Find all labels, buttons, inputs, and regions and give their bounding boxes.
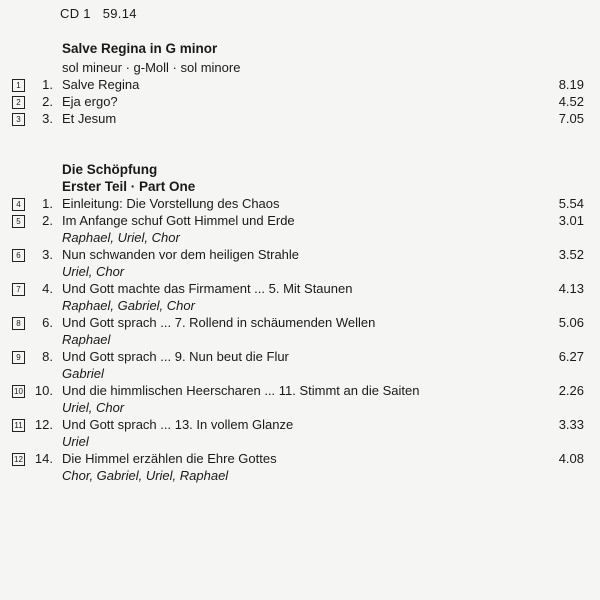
track-number-box: 6: [12, 249, 25, 262]
track-title: Et Jesum: [62, 111, 117, 126]
track-title: Und Gott sprach ... 7. Rollend in schäumenden Wellen: [62, 315, 376, 330]
track-duration: 4.52: [558, 94, 584, 109]
track-row: [0, 383, 600, 417]
track-performers: Raphael: [62, 332, 111, 347]
track-performers: Gabriel: [62, 366, 104, 381]
track-duration: 8.19: [558, 77, 584, 92]
track-duration: 6.27: [558, 349, 584, 364]
track-performers: Uriel, Chor: [62, 264, 125, 279]
track-duration: 5.54: [558, 196, 584, 211]
track-title: Und Gott sprach ... 9. Nun beut die Flur: [62, 349, 289, 364]
track-row: [0, 213, 600, 247]
track-row: [0, 94, 600, 112]
track-number-box: 11: [12, 419, 25, 432]
track-title: Im Anfange schuf Gott Himmel und Erde: [62, 213, 295, 228]
cd-label: CD 1: [60, 6, 91, 21]
track-performers: Chor, Gabriel, Uriel, Raphael: [62, 468, 229, 483]
work-title: Salve Regina in G minor: [62, 41, 218, 56]
track-duration: 2.26: [558, 383, 584, 398]
track-row: [0, 111, 600, 129]
track-row: [0, 451, 600, 485]
track-title: Und Gott machte das Firmament ... 5. Mit Staunen: [62, 281, 353, 296]
work-subtitle: Erster Teil · Part One: [62, 179, 196, 194]
track-index: 2.: [42, 94, 53, 109]
track-performers: Uriel, Chor: [62, 400, 125, 415]
track-index: 2.: [42, 213, 53, 228]
track-index: 3.: [42, 111, 53, 126]
track-index: 10.: [34, 383, 53, 398]
track-title: Einleitung: Die Vorstellung des Chaos: [62, 196, 280, 211]
cd-header: [60, 6, 137, 21]
track-index: 12.: [34, 417, 53, 432]
track-duration: 4.08: [558, 451, 584, 466]
track-index: 1.: [42, 77, 53, 92]
track-number-box: 9: [12, 351, 25, 364]
track-title: Eja ergo?: [62, 94, 118, 109]
track-duration: 3.01: [558, 213, 584, 228]
track-row: [0, 247, 600, 281]
track-number-box: 5: [12, 215, 25, 228]
track-duration: 3.33: [558, 417, 584, 432]
track-index: 8.: [42, 349, 53, 364]
track-number-box: 7: [12, 283, 25, 296]
track-row: [0, 281, 600, 315]
work-title: Die Schöpfung: [62, 162, 158, 177]
track-index: 14.: [34, 451, 53, 466]
track-duration: 4.13: [558, 281, 584, 296]
track-row: [0, 77, 600, 95]
track-duration: 7.05: [558, 111, 584, 126]
track-number-box: 10: [12, 385, 25, 398]
track-title: Die Himmel erzählen die Ehre Gottes: [62, 451, 277, 466]
track-duration: 5.06: [558, 315, 584, 330]
track-number-box: 3: [12, 113, 25, 126]
track-title: Nun schwanden vor dem heiligen Strahle: [62, 247, 300, 262]
track-title: Und Gott sprach ... 13. In vollem Glanze: [62, 417, 294, 432]
cd-total-duration: 59.14: [102, 6, 137, 21]
track-performers: Raphael, Gabriel, Chor: [62, 298, 195, 313]
track-number-box: 1: [12, 79, 25, 92]
track-performers: Raphael, Uriel, Chor: [62, 230, 180, 245]
track-number-box: 2: [12, 96, 25, 109]
track-title: Salve Regina: [62, 77, 140, 92]
track-row: [0, 315, 600, 349]
track-row: [0, 417, 600, 451]
track-index: 1.: [42, 196, 53, 211]
track-index: 6.: [42, 315, 53, 330]
track-performers: Uriel: [62, 434, 89, 449]
track-index: 3.: [42, 247, 53, 262]
track-row: [0, 349, 600, 383]
track-index: 4.: [42, 281, 53, 296]
track-duration: 3.52: [558, 247, 584, 262]
track-number-box: 4: [12, 198, 25, 211]
track-number-box: 12: [12, 453, 25, 466]
track-row: [0, 196, 600, 214]
track-number-box: 8: [12, 317, 25, 330]
work-subtitle: sol mineur · g-Moll · sol minore: [62, 60, 241, 75]
track-title: Und die himmlischen Heerscharen ... 11. Stimmt an die Saiten: [62, 383, 420, 398]
